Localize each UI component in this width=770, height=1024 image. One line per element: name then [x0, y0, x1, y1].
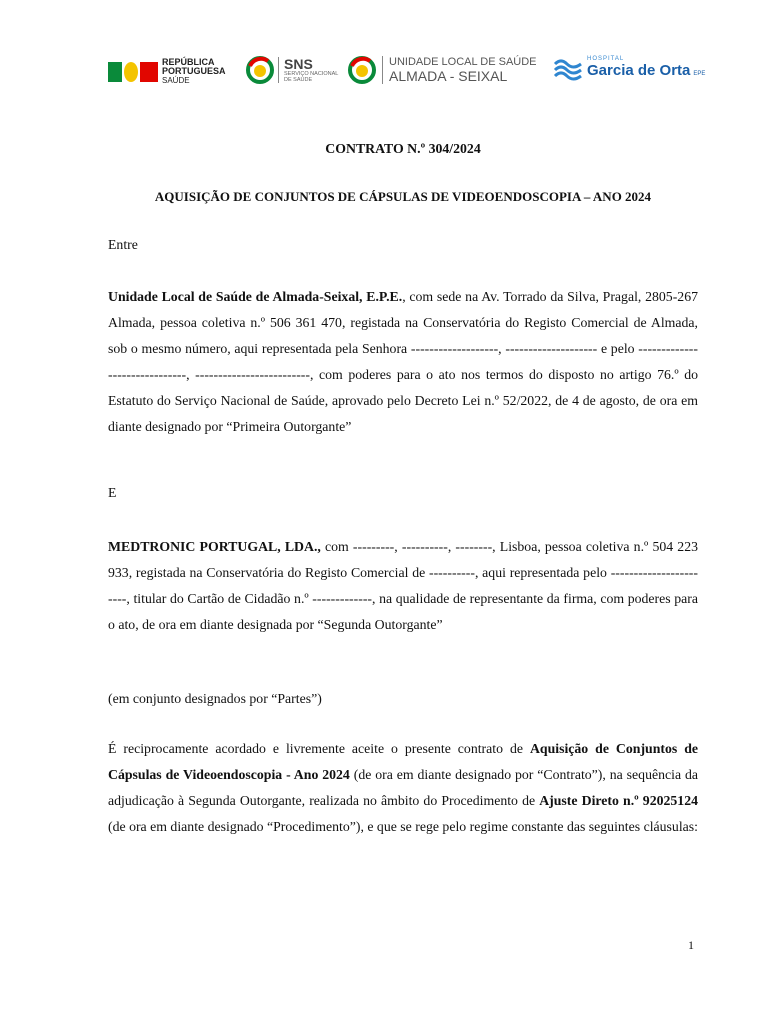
page-number: 1 [688, 938, 694, 952]
hgo-suffix: EPE [693, 71, 706, 77]
party2-name: MEDTRONIC PORTUGAL, LDA., [108, 539, 321, 554]
uls-logo [348, 56, 537, 84]
agreement-paragraph [108, 736, 698, 840]
agreement-text-1: É reciprocamente acordado e livremente aceite o presente contrato de [108, 741, 530, 756]
e-label: E [108, 485, 117, 500]
uls-line2: ALMADA - SEIXAL [389, 68, 508, 84]
sns-logo [246, 56, 338, 84]
hgo-hospital-label: HOSPITAL [587, 56, 625, 62]
contract-subtitle: AQUISIÇÃO DE CONJUNTOS DE CÁPSULAS DE VIDEOENDOSCOPIA – ANO 2024 [154, 189, 652, 204]
agreement-text-2: (de ora em diante designado por “Contrato”), na sequência da adjudicação à Segunda Outorgante, realizada no âmbito do Procedimento de [108, 767, 698, 808]
uls-emblem-icon [348, 56, 376, 84]
partes-note: (em conjunto designados por “Partes”) [108, 691, 322, 706]
republica-line3: SAÚDE [162, 76, 190, 85]
portugal-flag-icon [108, 62, 158, 82]
agreement-text-3: (de ora em diante designado “Procedimento”), e que se rege pelo regime constante das seguintes cláusulas: [108, 819, 698, 834]
party2-text: com ---------, ----------, --------, Lisboa, pessoa coletiva n.º 504 223 933, registada na Conservatória do Registo Comercial de ----------, aqui representada pelo -----------------------, titular do Cartão de Cidadão n.º -------------, na qualidade de representante da firma, com poderes para o ato, de ora em diante designada por “Segunda Outorgante” [108, 539, 698, 632]
entre-label: Entre [108, 237, 138, 252]
republica-line1: REPÚBLICA [162, 57, 215, 67]
party1-text: , com sede na Av. Torrado da Silva, Pragal, 2805-267 Almada, pessoa coletiva n.º 506 361 470, registada na Conservatória do Registo Comercial de Almada, sob o mesmo número, aqui representada pela Senhora -------------------, -------------------- e pelo ------------------------------, -------------------------, com poderes para o ato nos termos do disposto no artigo 76.º do Estatuto do Serviço Nacional de Saúde, aprovado pelo Decreto Lei n.º 52/2022, de 4 de agosto, de ora em diante designado por “Primeira Outorgante” [108, 289, 698, 434]
hgo-name: Garcia de Orta [587, 62, 691, 79]
contract-title: CONTRATO N.º 304/2024 [325, 141, 481, 156]
sns-line1: SERVIÇO NACIONAL [284, 71, 339, 77]
sns-emblem-icon [246, 56, 274, 84]
party2-paragraph [108, 534, 698, 638]
party1-name: Unidade Local de Saúde de Almada-Seixal, E.P.E. [108, 289, 403, 304]
hospital-garcia-de-orta-logo [553, 56, 705, 82]
header-logos [108, 52, 728, 92]
uls-line1: UNIDADE LOCAL DE SAÚDE [389, 56, 537, 68]
republica-portuguesa-logo [108, 58, 226, 85]
party1-paragraph [108, 284, 698, 440]
sns-line2: DE SAÚDE [284, 77, 313, 83]
republica-line2: PORTUGUESA [162, 66, 226, 76]
sns-title: SNS [284, 56, 313, 72]
agreement-procedure: Ajuste Direto n.º 92025124 [539, 793, 698, 808]
waves-icon [553, 56, 583, 82]
agreement-object: Aquisição de Conjuntos de Cápsulas de Videoendoscopia - Ano 2024 [108, 741, 699, 782]
